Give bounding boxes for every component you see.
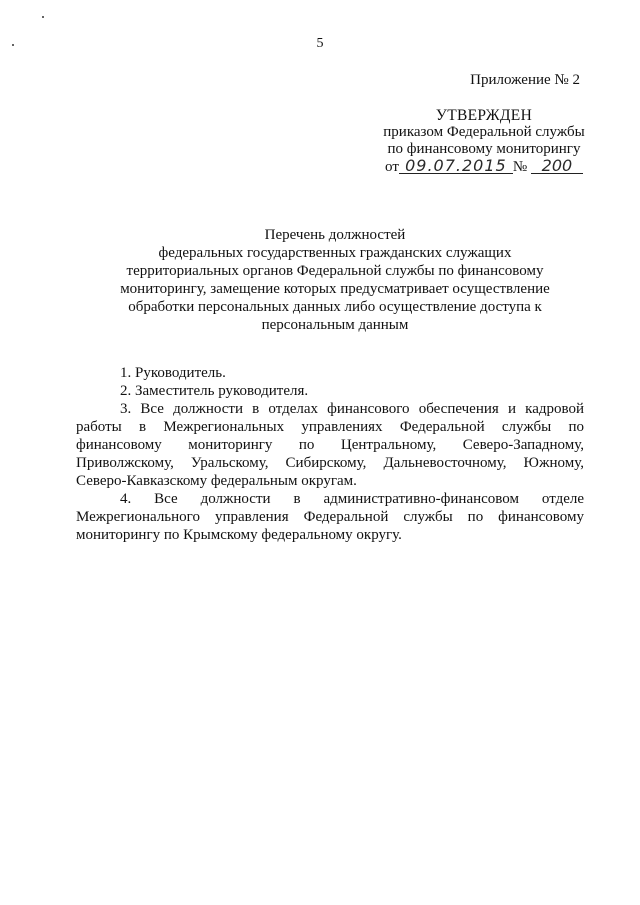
title-line-5: обработки персональных данных либо осуществление доступа к <box>128 299 542 315</box>
scan-speck <box>42 16 44 18</box>
list-item: 3. Все должности в отделах финансового обеспечения и кадровой работы в Межрегиональных управлениях Федеральной службы по финансовому мониторингу по Центральному, Северо-Западному, Приволжскому, Уральскому, Сибирскому, Дальневосточному, Южному, Северо-Кавказскому федеральным округам. <box>76 401 584 489</box>
approval-block <box>374 107 594 176</box>
number-prefix: № <box>512 159 528 175</box>
title-line-2: федеральных государственных гражданских служащих <box>158 245 512 261</box>
list-item: 1. Руководитель. <box>120 365 226 381</box>
approval-line-1: приказом Федеральной службы <box>383 124 585 140</box>
approval-line-2: по финансовому мониторингу <box>387 141 581 157</box>
positions-list <box>76 364 584 544</box>
list-item: 2. Заместитель руководителя. <box>120 383 309 399</box>
title-line-6: персональным данным <box>261 317 409 333</box>
approval-heading: УТВЕРЖДЕН <box>435 107 533 124</box>
title-line-1: Перечень должностей <box>264 227 406 243</box>
date-prefix: от <box>385 159 399 175</box>
handwritten-date: 09.07.2015 <box>399 158 513 174</box>
document-title <box>90 226 580 334</box>
title-line-4: мониторингу, замещение которых предусматривает осуществление <box>120 281 550 297</box>
title-line-3: территориальных органов Федеральной службы по финансовому <box>126 263 544 279</box>
approval-date-number-line <box>374 158 594 176</box>
handwritten-number: 200 <box>531 158 583 174</box>
list-item: 4. Все должности в административно-финансовом отделе Межрегионального управления Федеральной службы по финансовому мониторингу по Крымскому федеральному округу. <box>76 491 584 543</box>
page-number: 5 <box>316 36 324 51</box>
annex-label: Приложение № 2 <box>470 72 580 88</box>
